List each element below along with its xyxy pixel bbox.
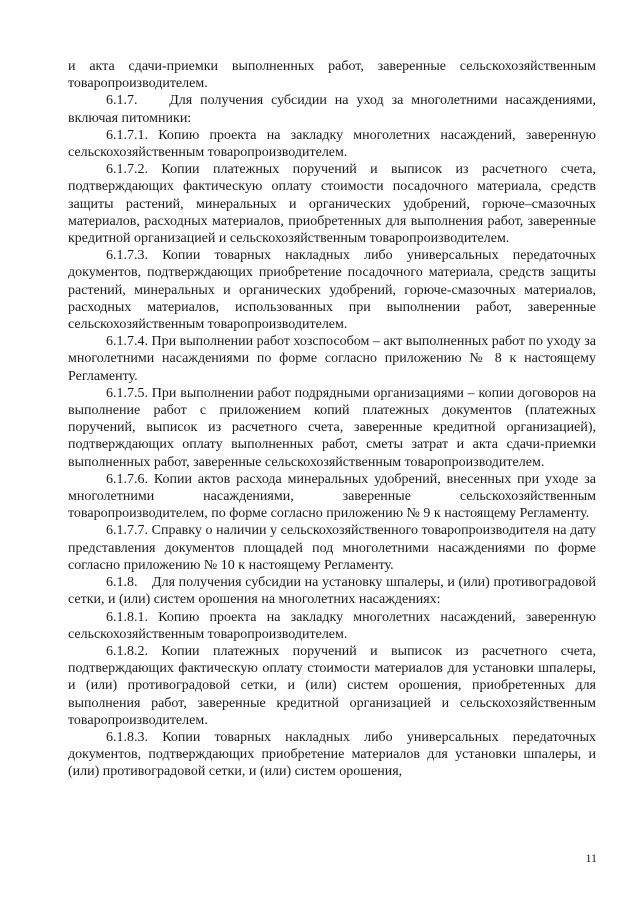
paragraph-continuation: и акта сдачи-приемки выполненных работ, заверенные сельскохозяйственным товаропроизводителем. (68, 59, 596, 92)
paragraph-6-1-8-3: 6.1.8.3. Копии товарных накладных либо универсальных передаточных документов, подтверждающих приобретение материалов для установки шпалеры, и (или) противоградовой сетки, и (или) систем орошения, (68, 729, 596, 780)
paragraph-6-1-7-1: 6.1.7.1. Копию проекта на закладку многолетних насаждений, заверенную сельскохозяйственным товаропроизводителем. (68, 127, 596, 161)
paragraph-6-1-7-6: 6.1.7.6. Копии актов расхода минеральных удобрений, внесенных при уходе за многолетними насаждениями, заверенные сельскохозяйственным товаропроизводителем, по форме согласно приложению № 9 к настоящему Регламенту. (68, 471, 596, 522)
paragraph-6-1-8-2: 6.1.8.2. Копии платежных поручений и выписок из расчетного счета, подтверждающих фактическую оплату стоимости материалов для установки шпалеры, и (или) противоградовой сетки, и (или) систем орошения, приобретенных для выполнения работ, заверенные кредитной организацией и сельскохозяйственным товаропроизводителем. (68, 643, 596, 728)
paragraph-6-1-7: 6.1.7. Для получения субсидии на уход за многолетними насаждениями, включая питомники: (68, 93, 596, 126)
paragraph-6-1-7-3: 6.1.7.3. Копии товарных накладных либо универсальных передаточных документов, подтверждающих приобретение посадочного материала, средств защиты растений, минеральных и органических удобрений, горюче-смазочных материалов, расходных материалов, использованных при выполнении работ, заверенные сельскохозяйственным товаропроизводителем. (68, 248, 596, 333)
page-number: 11 (585, 851, 597, 865)
paragraph-6-1-8-1: 6.1.8.1. Копию проекта на закладку многолетних насаждений, заверенную сельскохозяйственным товаропроизводителем. (68, 609, 596, 642)
paragraph-6-1-7-2: 6.1.7.2. Копии платежных поручений и выписок из расчетного счета, подтверждающих фактическую оплату стоимости посадочного материала, средств защиты растений, минеральных и органических удобрений, горюче–смазочных материалов, расходных материалов, приобретенных для выполнения работ, заверенные кредитной организацией и сельскохозяйственным товаропроизводителем. (68, 162, 596, 247)
paragraph-6-1-7-7: 6.1.7.7. Справку о наличии у сельскохозяйственного товаропроизводителя на дату представления документов площадей под многолетними насаждениями по форме согласно приложению № 10 к настоящему Регламенту. (68, 523, 596, 573)
body-text (68, 58, 596, 781)
paragraph-6-1-8: 6.1.8. Для получения субсидии на установку шпалеры, и (или) противоградовой сетки, и (или) систем орошения на многолетних насаждениях: (68, 575, 596, 608)
paragraph-6-1-7-5: 6.1.7.5. При выполнении работ подрядными организациями – копии договоров на выполнение работ с приложением копий платежных документов (платежных поручений, выписок из расчетного счета, заверенные кредитной организацией), подтверждающих оплату выполненных работ, сметы затрат и акта сдачи-приемки выполненных работ, заверенные сельскохозяйственным товаропроизводителем. (68, 385, 596, 470)
paragraph-6-1-7-4: 6.1.7.4. При выполнении работ хозспособом – акт выполненных работ по уходу за многолетними насаждениями по форме согласно приложению № 8 к настоящему Регламенту. (68, 334, 596, 384)
